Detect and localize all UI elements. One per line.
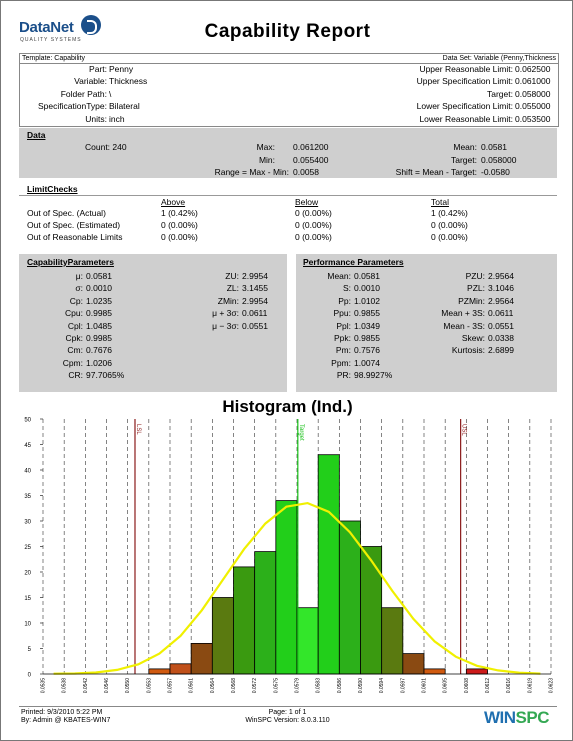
spec-line-label: LSL (134, 424, 141, 435)
spec-line-label: USL (460, 424, 467, 436)
x-tick-label: 0.0608 (463, 678, 470, 694)
x-tick-label: 0.0612 (485, 678, 491, 694)
range-label: Range = Max - Min: (214, 167, 289, 177)
x-tick-label: 0.0590 (358, 678, 364, 694)
y-tick-label: 0 (27, 672, 31, 679)
perf-right-1-label: PZL: (467, 283, 485, 294)
perf-left-2-value: 1.0102 (354, 295, 380, 306)
cap-right-1-value: 3.1455 (242, 283, 268, 294)
info-right-1-label: Upper Specification Limit: (416, 76, 513, 87)
x-tick-label: 0.0568 (231, 678, 237, 694)
performance-title: Performance Parameters (303, 257, 404, 267)
info-left-0-label: Part: (89, 64, 107, 74)
x-tick-label: 0.0553 (146, 678, 153, 694)
perf-right-4-value: 0.0551 (488, 320, 514, 331)
histogram-chart (19, 416, 559, 706)
shift-label: Shift = Mean - Target: (395, 167, 477, 177)
perf-left-3-label: Ppu: (333, 308, 351, 319)
info-right-0-label: Upper Reasonable Limit: (419, 64, 513, 74)
limit-checks-title: LimitChecks (27, 184, 78, 194)
chart-title: Histogram (Ind.) (222, 397, 353, 416)
cap-left-7-label: Cpm: (62, 357, 83, 368)
page-number: Page: 1 of 1 (268, 709, 307, 716)
y-tick-label: 40 (24, 468, 31, 475)
mean-label: Mean: (453, 142, 477, 152)
cap-left-1-value: 0.0010 (86, 283, 112, 294)
perf-right-2-label: PZMin: (458, 295, 485, 306)
y-tick-label: 30 (24, 519, 31, 526)
version: WinSPC Version: 8.0.3.110 (245, 717, 330, 724)
limit-row-label: Out of Spec. (Estimated) (27, 220, 121, 230)
perf-left-2-label: Pp: (338, 295, 351, 306)
cap-right-0-value: 2.9954 (242, 271, 268, 281)
x-tick-label: 0.0561 (188, 678, 195, 694)
x-tick-label: 0.0601 (421, 678, 428, 694)
limit-row-above: 0 (0.00%) (161, 232, 198, 242)
perf-left-0-label: Mean: (327, 271, 351, 281)
x-tick-label: 0.0538 (61, 678, 68, 694)
perf-right-6-label: Kurtosis: (451, 345, 485, 356)
col-below: Below (295, 197, 319, 207)
perf-left-1-label: S: (342, 283, 351, 294)
limit-row-label: Out of Reasonable Limits (27, 232, 123, 242)
x-tick-label: 0.0579 (294, 678, 301, 694)
dataset-label: Data Set: Variable (Penny,Thickness (442, 55, 556, 62)
cap-right-3-label: μ + 3σ: (212, 308, 239, 319)
x-tick-label: 0.0535 (40, 678, 47, 694)
cap-right-2-value: 2.9954 (242, 295, 268, 306)
target-value: 0.058000 (481, 155, 517, 165)
x-tick-label: 0.0605 (442, 678, 449, 694)
info-right-2-label: Target: (487, 88, 513, 99)
x-tick-label: 0.0586 (336, 678, 343, 694)
logo-text: DataNet (19, 19, 74, 36)
cap-left-3-label: Cpu: (65, 308, 83, 319)
perf-right-3-value: 0.0611 (488, 308, 514, 319)
perf-right-5-label: Skew: (461, 333, 485, 343)
cap-right-4-label: μ − 3σ: (212, 320, 239, 331)
info-right-1-value: 0.061000 (515, 76, 551, 87)
info-left-3-value: Bilateral (109, 101, 140, 112)
y-tick-label: 25 (24, 545, 31, 551)
histogram-bar (149, 669, 170, 674)
x-tick-label: 0.0546 (104, 678, 110, 694)
histogram-bar (361, 547, 382, 675)
y-tick-label: 5 (27, 647, 31, 653)
info-right-0-value: 0.062500 (515, 64, 551, 74)
perf-left-6-label: Pm: (335, 345, 351, 356)
winspc-logo-a: WIN (484, 708, 516, 727)
spec-line-label: Target (297, 424, 304, 441)
info-right-3-label: Lower Specification Limit: (416, 101, 513, 112)
perf-right-1-value: 3.1046 (488, 283, 514, 294)
x-tick-label: 0.0550 (125, 678, 132, 694)
perf-right-6-value: 2.6899 (488, 345, 514, 356)
perf-left-4-value: 1.0349 (354, 320, 380, 331)
histogram-bar (191, 643, 212, 674)
histogram-bar (403, 654, 424, 674)
histogram-bar (276, 501, 297, 674)
cap-left-0-label: μ: (75, 271, 83, 281)
winspc-logo (484, 708, 549, 728)
perf-right-0-label: PZU: (465, 271, 485, 281)
perf-left-7-label: Ppm: (331, 357, 351, 368)
perf-right-5-value: 0.0338 (488, 333, 514, 343)
x-tick-label: 0.0597 (400, 678, 407, 694)
data-section-title: Data (27, 130, 46, 140)
cap-left-2-label: Cp: (69, 295, 83, 306)
limit-row-label: Out of Spec. (Actual) (27, 208, 106, 218)
template-label: Template: Capability (22, 55, 86, 62)
info-right-2-value: 0.058000 (515, 88, 551, 99)
x-tick-label: 0.0583 (315, 678, 322, 694)
capability-title: CapabilityParameters (27, 257, 114, 267)
limit-row-below: 0 (0.00%) (295, 220, 332, 230)
limit-row-total: 1 (0.42%) (431, 208, 468, 218)
report-title: Capability Report (204, 21, 371, 42)
count-value: 240 (112, 142, 127, 152)
perf-right-4-label: Mean - 3S: (443, 320, 485, 331)
info-left-0-value: Penny (109, 64, 134, 74)
cap-left-3-value: 0.9985 (86, 308, 112, 319)
histogram-bar (318, 455, 339, 674)
perf-left-4-label: Ppl: (336, 320, 351, 331)
cap-left-4-label: Cpl: (67, 320, 83, 331)
histogram-bar (170, 664, 191, 674)
cap-left-4-value: 1.0485 (86, 320, 112, 331)
cap-left-5-label: Cpk: (65, 333, 83, 343)
perf-right-3-label: Mean + 3S: (441, 308, 485, 319)
cap-right-1-label: ZL: (226, 283, 239, 294)
x-tick-label: 0.0616 (506, 678, 513, 694)
info-left-3-label: SpecificationType: (38, 101, 107, 112)
range-value: 0.0058 (293, 167, 319, 177)
cap-left-5-value: 0.9985 (86, 333, 112, 343)
y-tick-label: 20 (24, 570, 31, 577)
shift-value: -0.0580 (481, 167, 510, 177)
x-tick-label: 0.0594 (379, 678, 386, 694)
min-label: Min: (258, 155, 275, 165)
cap-left-0-value: 0.0581 (86, 271, 112, 281)
limit-row-below: 0 (0.00%) (295, 232, 332, 242)
target-label: Target: (451, 155, 477, 165)
y-tick-label: 50 (24, 417, 31, 424)
printed-date: Printed: 9/3/2010 5:22 PM (21, 709, 103, 716)
count-label: Count: (85, 142, 111, 152)
perf-left-7-value: 1.0074 (354, 357, 380, 368)
info-left-4-value: inch (109, 113, 125, 124)
cap-right-2-label: ZMin: (217, 295, 239, 306)
x-tick-label: 0.0575 (273, 678, 280, 694)
col-total: Total (431, 197, 449, 207)
cap-left-2-value: 1.0235 (86, 295, 112, 306)
perf-left-8-value: 98.9927% (354, 370, 393, 381)
y-tick-label: 35 (24, 494, 31, 500)
histogram-bar (339, 521, 360, 674)
histogram-bar (212, 598, 233, 675)
cap-left-8-value: 97.7065% (86, 370, 125, 381)
info-right-4-value: 0.053500 (515, 113, 551, 124)
limit-row-below: 0 (0.00%) (295, 208, 332, 218)
limit-row-above: 1 (0.42%) (161, 208, 198, 218)
perf-left-3-value: 0.9855 (354, 308, 380, 319)
info-left-2-value: \ (109, 88, 112, 99)
perf-right-0-value: 2.9564 (488, 271, 514, 281)
winspc-logo-b: SPC (515, 708, 550, 727)
max-label: Max: (256, 142, 275, 152)
info-right-3-value: 0.055000 (515, 101, 551, 112)
cap-right-4-value: 0.0551 (242, 320, 268, 331)
limit-row-total: 0 (0.00%) (431, 220, 468, 230)
perf-right-2-value: 2.9564 (488, 295, 514, 306)
info-left-4-label: Units: (85, 113, 107, 124)
histogram-bar (255, 552, 276, 674)
histogram-bar (234, 567, 255, 674)
histogram-bar (382, 608, 403, 674)
y-tick-label: 15 (24, 596, 31, 602)
info-right-4-label: Lower Reasonable Limit: (419, 113, 513, 124)
perf-left-5-value: 0.9855 (354, 333, 380, 343)
printed-by: By: Admin @ KBATES-WIN7 (21, 717, 111, 724)
perf-left-0-value: 0.0581 (354, 271, 380, 281)
cap-right-0-label: ZU: (225, 271, 239, 281)
limit-row-above: 0 (0.00%) (161, 220, 198, 230)
x-tick-label: 0.0557 (167, 678, 174, 694)
cap-left-8-label: CR: (68, 370, 83, 381)
histogram-bar (466, 669, 487, 674)
cap-right-3-value: 0.0611 (242, 308, 268, 319)
y-tick-label: 10 (24, 621, 31, 628)
x-tick-label: 0.0564 (209, 678, 216, 694)
perf-left-8-label: PR: (336, 370, 351, 381)
x-tick-label: 0.0572 (252, 678, 259, 694)
info-left-1-label: Variable: (74, 76, 107, 87)
cap-left-7-value: 1.0206 (86, 357, 112, 368)
histogram-bar (297, 608, 318, 674)
cap-left-1-label: σ: (75, 283, 83, 294)
perf-left-5-label: Ppk: (333, 333, 351, 343)
perf-left-1-value: 0.0010 (354, 283, 380, 294)
x-tick-label: 0.0619 (527, 678, 534, 694)
max-value: 0.061200 (293, 142, 329, 152)
mean-value: 0.0581 (481, 142, 507, 152)
logo-subtext: QUALITY SYSTEMS (20, 37, 82, 43)
histogram-bar (424, 669, 445, 674)
info-left-2-label: Folder Path: (60, 88, 107, 99)
x-tick-label: 0.0542 (82, 678, 89, 694)
x-tick-label: 0.0623 (548, 678, 555, 694)
info-left-1-value: Thickness (109, 76, 148, 87)
min-value: 0.055400 (293, 155, 329, 165)
col-above: Above (161, 197, 186, 207)
cap-left-6-label: Cm: (67, 345, 83, 356)
y-tick-label: 45 (24, 443, 31, 449)
cap-left-6-value: 0.7676 (86, 345, 112, 356)
perf-left-6-value: 0.7576 (354, 345, 380, 356)
limit-row-total: 0 (0.00%) (431, 232, 468, 242)
